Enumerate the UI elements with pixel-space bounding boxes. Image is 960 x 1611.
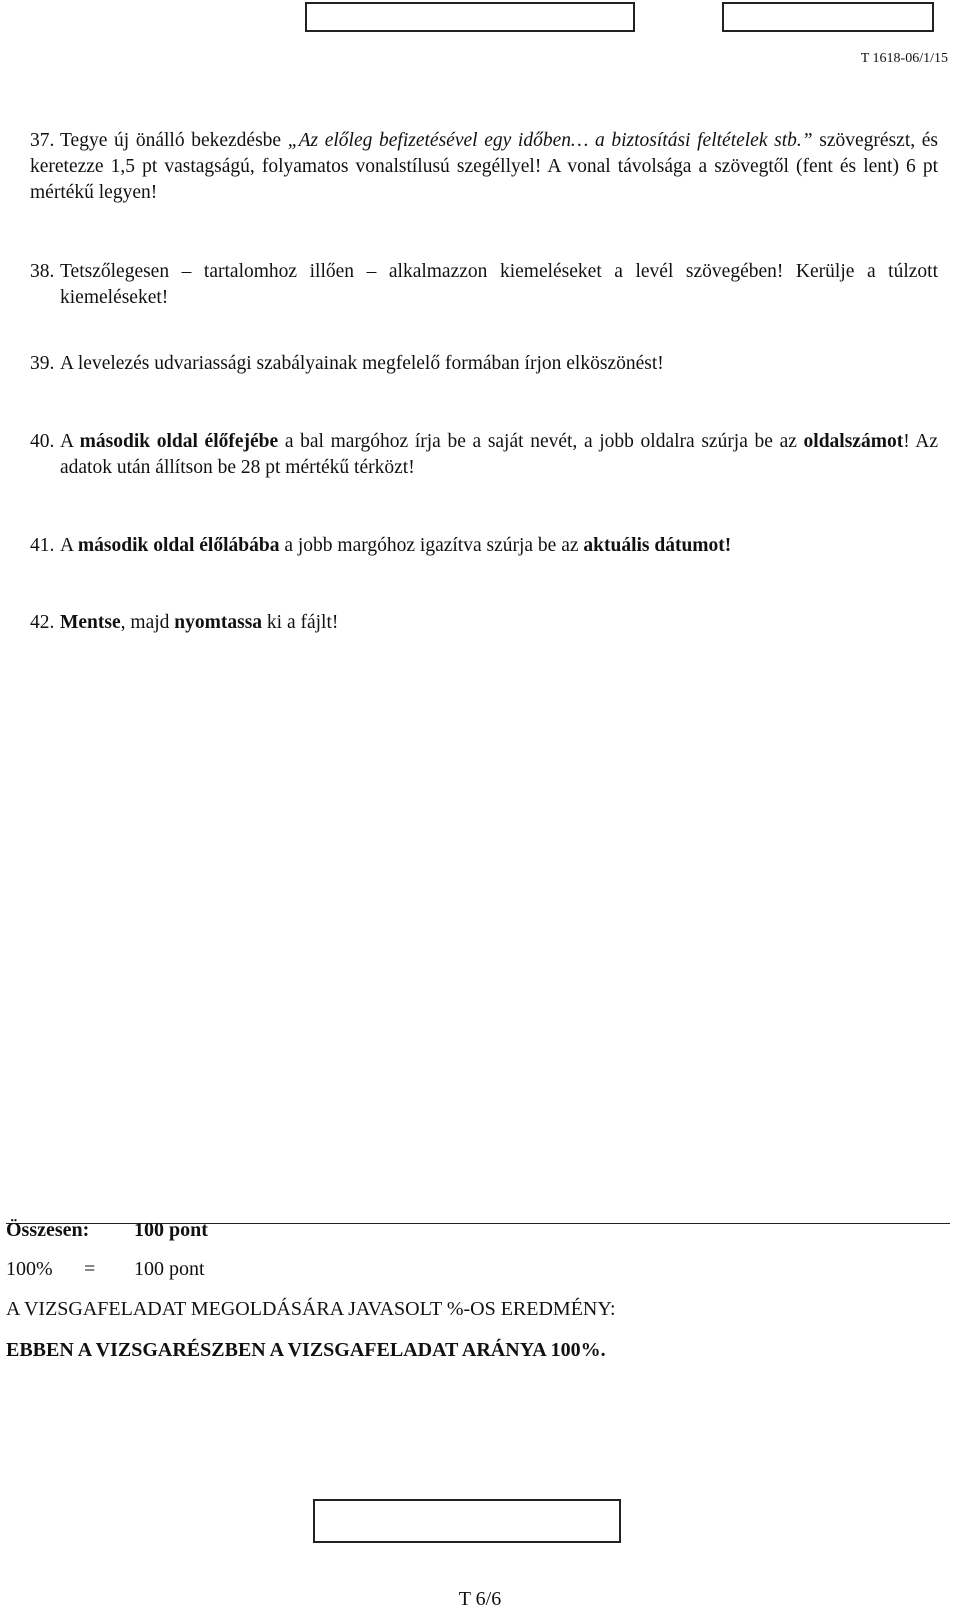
task-text: ! Az adatok után állítson be 28 pt mértékű térközt! — [60, 431, 938, 478]
task-text: szövegrészt, és keretezze 1,5 pt vastagságú, folyamatos vonalstílusú szegéllyel! A vonal távolsága a szövegtől (fent és lent) 6 pt mértékű legyen! — [30, 130, 939, 203]
task-text: a jobb margóhoz igazítva szúrja be az — [279, 535, 584, 556]
page-number: T 6/6 — [458, 1588, 502, 1610]
task-text: , majd — [120, 612, 175, 633]
task-number: 41. — [30, 535, 55, 556]
ratio-line — [6, 1339, 606, 1362]
task-text: A levelezés udvariassági szabályainak megfelelő formában írjon elköszönést! — [60, 353, 664, 374]
percent-eq: = — [84, 1258, 96, 1280]
task-bold: aktuális dátumot! — [583, 535, 732, 556]
total-value: 100 pont — [134, 1219, 208, 1241]
task-number: 40. — [30, 431, 55, 452]
task-number: 39. — [30, 353, 55, 374]
task-text: ki a fájlt! — [262, 612, 339, 633]
document-code: T 1618-06/1/15 — [860, 51, 948, 66]
task-41 — [30, 533, 938, 559]
recommended-result: A VIZSGAFELADAT MEGOLDÁSÁRA JAVASOLT %-OS EREDMÉNY: — [6, 1298, 616, 1320]
task-number: 42. — [30, 612, 55, 633]
total-line — [6, 1219, 208, 1242]
percent-line — [6, 1258, 205, 1281]
task-40 — [30, 429, 938, 481]
task-number: 38. — [30, 261, 55, 282]
header-box-right — [722, 2, 934, 32]
task-text: a bal margóhoz írja be a saját nevét, a jobb oldalra szúrja be az — [278, 431, 804, 452]
task-39 — [30, 351, 938, 377]
header-box-left — [305, 2, 635, 32]
task-text: A — [60, 535, 78, 556]
ratio-text: EBBEN A VIZSGARÉSZBEN A VIZSGAFELADAT ARÁNYA 100%. — [6, 1339, 606, 1361]
task-42 — [30, 610, 938, 636]
task-text: A — [60, 431, 80, 452]
task-bold: Mentse — [60, 612, 121, 633]
task-text: Tetszőlegesen – tartalomhoz illően – alkalmazzon kiemeléseket a levél szövegében! Kerülje a túlzott kiemeléseket! — [60, 261, 938, 308]
task-text: Tegye új önálló bekezdésbe — [60, 130, 288, 151]
total-label: Összesen: — [6, 1219, 90, 1241]
task-bold: oldalszámot — [803, 431, 904, 452]
percent-value: 100 pont — [134, 1258, 205, 1280]
task-37 — [30, 128, 938, 206]
task-number: 37. — [30, 130, 55, 151]
task-bold: második oldal élőlábába — [77, 535, 280, 556]
task-38 — [30, 259, 938, 311]
percent-label: 100% — [6, 1258, 53, 1280]
task-bold: második oldal élőfejébe — [79, 431, 279, 452]
task-bold: nyomtassa — [174, 612, 263, 633]
task-italic-quote: „Az előleg befizetésével egy időben… a biztosítási feltételek stb.” — [287, 130, 813, 151]
footer-box — [313, 1499, 621, 1543]
